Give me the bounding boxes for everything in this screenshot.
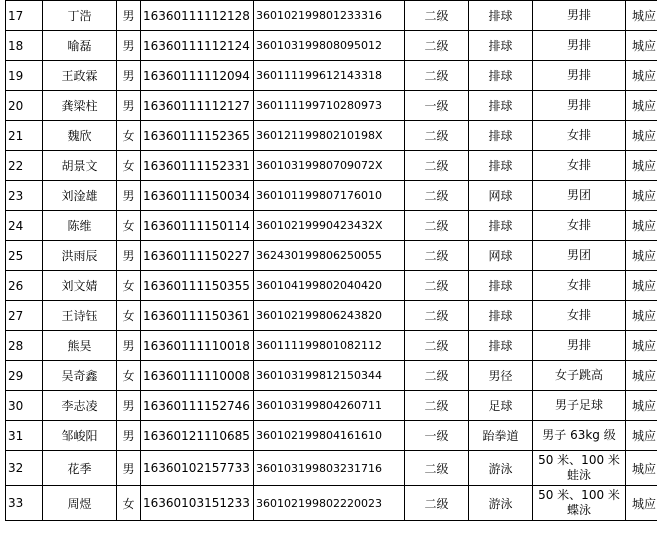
campus-cell: 城应	[626, 181, 657, 211]
sport-cell: 排球	[469, 1, 533, 31]
student-id-cell: 16360111110018	[141, 331, 254, 361]
table-row	[6, 421, 657, 451]
campus-cell: 城应	[626, 301, 657, 331]
campus-cell: 城应	[626, 31, 657, 61]
id-number-cell: 360102199802220023	[254, 486, 405, 521]
campus-cell: 城应	[626, 1, 657, 31]
athlete-name-cell: 熊昊	[43, 331, 117, 361]
athlete-level-cell: 二级	[405, 211, 469, 241]
gender-cell: 男	[117, 91, 141, 121]
gender-cell: 女	[117, 301, 141, 331]
campus-cell: 城应	[626, 211, 657, 241]
gender-cell: 男	[117, 391, 141, 421]
sport-cell: 排球	[469, 121, 533, 151]
event-cell: 女排	[533, 121, 626, 151]
sport-cell: 排球	[469, 211, 533, 241]
campus-cell: 城应	[626, 486, 657, 521]
table-row	[6, 211, 657, 241]
row-number-cell: 33	[6, 486, 43, 521]
event-cell: 男排	[533, 1, 626, 31]
athlete-name-cell: 李志凌	[43, 391, 117, 421]
id-number-cell: 360102199801233316	[254, 1, 405, 31]
athlete-level-cell: 二级	[405, 301, 469, 331]
event-cell: 50 米、100 米 蛙泳	[533, 451, 626, 486]
id-number-cell: 360102199804161610	[254, 421, 405, 451]
table-row	[6, 391, 657, 421]
student-id-cell: 16360111112128	[141, 1, 254, 31]
row-number-cell: 21	[6, 121, 43, 151]
id-number-cell: 360103199812150344	[254, 361, 405, 391]
row-number-cell: 22	[6, 151, 43, 181]
table-row	[6, 486, 657, 521]
student-id-cell: 16360111152746	[141, 391, 254, 421]
athlete-level-cell: 二级	[405, 271, 469, 301]
sport-cell: 排球	[469, 151, 533, 181]
student-id-cell: 16360111150034	[141, 181, 254, 211]
student-id-cell: 16360111152365	[141, 121, 254, 151]
event-cell: 男排	[533, 31, 626, 61]
event-cell: 男团	[533, 181, 626, 211]
event-cell: 50 米、100 米 蝶泳	[533, 486, 626, 521]
gender-cell: 女	[117, 121, 141, 151]
gender-cell: 男	[117, 331, 141, 361]
row-number-cell: 20	[6, 91, 43, 121]
id-number-cell: 360103199804260711	[254, 391, 405, 421]
gender-cell: 男	[117, 1, 141, 31]
event-cell: 男子足球	[533, 391, 626, 421]
gender-cell: 女	[117, 271, 141, 301]
campus-cell: 城应	[626, 271, 657, 301]
roster-body	[6, 1, 657, 521]
sport-cell: 排球	[469, 331, 533, 361]
athlete-level-cell: 二级	[405, 241, 469, 271]
event-cell: 男排	[533, 61, 626, 91]
athlete-name-cell: 王诗钰	[43, 301, 117, 331]
student-id-cell: 16360111150114	[141, 211, 254, 241]
athlete-name-cell: 胡景文	[43, 151, 117, 181]
event-cell: 男排	[533, 91, 626, 121]
campus-cell: 城应	[626, 361, 657, 391]
student-id-cell: 16360121110685	[141, 421, 254, 451]
gender-cell: 女	[117, 486, 141, 521]
row-number-cell: 24	[6, 211, 43, 241]
athlete-name-cell: 龚梁柱	[43, 91, 117, 121]
table-row	[6, 451, 657, 486]
table-row	[6, 31, 657, 61]
student-id-cell: 16360111112094	[141, 61, 254, 91]
student-id-cell: 16360111152331	[141, 151, 254, 181]
athlete-name-cell: 丁浩	[43, 1, 117, 31]
athlete-name-cell: 花季	[43, 451, 117, 486]
id-number-cell: 360104199802040420	[254, 271, 405, 301]
table-row	[6, 121, 657, 151]
row-number-cell: 25	[6, 241, 43, 271]
row-number-cell: 18	[6, 31, 43, 61]
student-id-cell: 16360111112127	[141, 91, 254, 121]
gender-cell: 女	[117, 361, 141, 391]
gender-cell: 男	[117, 181, 141, 211]
athlete-level-cell: 二级	[405, 361, 469, 391]
athlete-name-cell: 陈维	[43, 211, 117, 241]
event-cell: 女子跳高	[533, 361, 626, 391]
campus-cell: 城应	[626, 421, 657, 451]
gender-cell: 女	[117, 211, 141, 241]
table-row	[6, 361, 657, 391]
sport-cell: 网球	[469, 241, 533, 271]
sport-cell: 游泳	[469, 486, 533, 521]
table-row	[6, 1, 657, 31]
athlete-name-cell: 刘文婧	[43, 271, 117, 301]
campus-cell: 城应	[626, 91, 657, 121]
campus-cell: 城应	[626, 451, 657, 486]
sport-cell: 排球	[469, 61, 533, 91]
athlete-level-cell: 二级	[405, 61, 469, 91]
athlete-name-cell: 王政霖	[43, 61, 117, 91]
campus-cell: 城应	[626, 61, 657, 91]
table-row	[6, 331, 657, 361]
row-number-cell: 29	[6, 361, 43, 391]
id-number-cell: 360103199808095012	[254, 31, 405, 61]
event-cell: 男团	[533, 241, 626, 271]
id-number-cell: 360102199806243820	[254, 301, 405, 331]
gender-cell: 男	[117, 421, 141, 451]
row-number-cell: 30	[6, 391, 43, 421]
sport-cell: 排球	[469, 91, 533, 121]
row-number-cell: 27	[6, 301, 43, 331]
student-id-cell: 16360103151233	[141, 486, 254, 521]
event-cell: 女排	[533, 151, 626, 181]
id-number-cell: 360101199807176010	[254, 181, 405, 211]
sport-cell: 游泳	[469, 451, 533, 486]
table-row	[6, 181, 657, 211]
row-number-cell: 31	[6, 421, 43, 451]
table-row	[6, 61, 657, 91]
table-row	[6, 151, 657, 181]
id-number-cell: 360111199710280973	[254, 91, 405, 121]
sport-cell: 跆拳道	[469, 421, 533, 451]
event-cell: 女排	[533, 301, 626, 331]
id-number-cell: 360111199612143318	[254, 61, 405, 91]
student-id-cell: 16360111150361	[141, 301, 254, 331]
athlete-name-cell: 邹峻阳	[43, 421, 117, 451]
campus-cell: 城应	[626, 121, 657, 151]
table-row	[6, 271, 657, 301]
athlete-level-cell: 二级	[405, 31, 469, 61]
gender-cell: 男	[117, 61, 141, 91]
athlete-level-cell: 二级	[405, 331, 469, 361]
id-number-cell: 36010319980709072X	[254, 151, 405, 181]
gender-cell: 男	[117, 31, 141, 61]
table-row	[6, 241, 657, 271]
athlete-name-cell: 吴奇鑫	[43, 361, 117, 391]
campus-cell: 城应	[626, 151, 657, 181]
student-id-cell: 16360102157733	[141, 451, 254, 486]
sport-cell: 排球	[469, 271, 533, 301]
gender-cell: 男	[117, 451, 141, 486]
campus-cell: 城应	[626, 241, 657, 271]
row-number-cell: 17	[6, 1, 43, 31]
athlete-level-cell: 二级	[405, 121, 469, 151]
table-row	[6, 91, 657, 121]
event-cell: 女排	[533, 211, 626, 241]
athlete-name-cell: 魏欣	[43, 121, 117, 151]
row-number-cell: 19	[6, 61, 43, 91]
row-number-cell: 28	[6, 331, 43, 361]
athlete-level-cell: 二级	[405, 181, 469, 211]
sport-cell: 男径	[469, 361, 533, 391]
event-cell: 男子 63kg 级	[533, 421, 626, 451]
gender-cell: 女	[117, 151, 141, 181]
athlete-name-cell: 刘淦雄	[43, 181, 117, 211]
id-number-cell: 360103199803231716	[254, 451, 405, 486]
id-number-cell: 360111199801082112	[254, 331, 405, 361]
campus-cell: 城应	[626, 331, 657, 361]
id-number-cell: 36010219990423432X	[254, 211, 405, 241]
athlete-level-cell: 二级	[405, 151, 469, 181]
student-id-cell: 16360111150355	[141, 271, 254, 301]
row-number-cell: 23	[6, 181, 43, 211]
student-id-cell: 16360111110008	[141, 361, 254, 391]
sport-cell: 足球	[469, 391, 533, 421]
event-cell: 男排	[533, 331, 626, 361]
student-id-cell: 16360111150227	[141, 241, 254, 271]
athlete-level-cell: 二级	[405, 486, 469, 521]
id-number-cell: 362430199806250055	[254, 241, 405, 271]
athlete-level-cell: 二级	[405, 1, 469, 31]
row-number-cell: 32	[6, 451, 43, 486]
event-cell: 女排	[533, 271, 626, 301]
row-number-cell: 26	[6, 271, 43, 301]
athlete-level-cell: 一级	[405, 91, 469, 121]
athlete-name-cell: 喻磊	[43, 31, 117, 61]
sport-cell: 排球	[469, 301, 533, 331]
id-number-cell: 36012119980210198X	[254, 121, 405, 151]
sport-cell: 网球	[469, 181, 533, 211]
athlete-level-cell: 二级	[405, 451, 469, 486]
athlete-level-cell: 一级	[405, 421, 469, 451]
sport-cell: 排球	[469, 31, 533, 61]
campus-cell: 城应	[626, 391, 657, 421]
athlete-name-cell: 洪雨辰	[43, 241, 117, 271]
table-row	[6, 301, 657, 331]
student-id-cell: 16360111112124	[141, 31, 254, 61]
gender-cell: 男	[117, 241, 141, 271]
athlete-level-cell: 二级	[405, 391, 469, 421]
athlete-name-cell: 周煜	[43, 486, 117, 521]
athlete-roster-table	[5, 0, 657, 521]
